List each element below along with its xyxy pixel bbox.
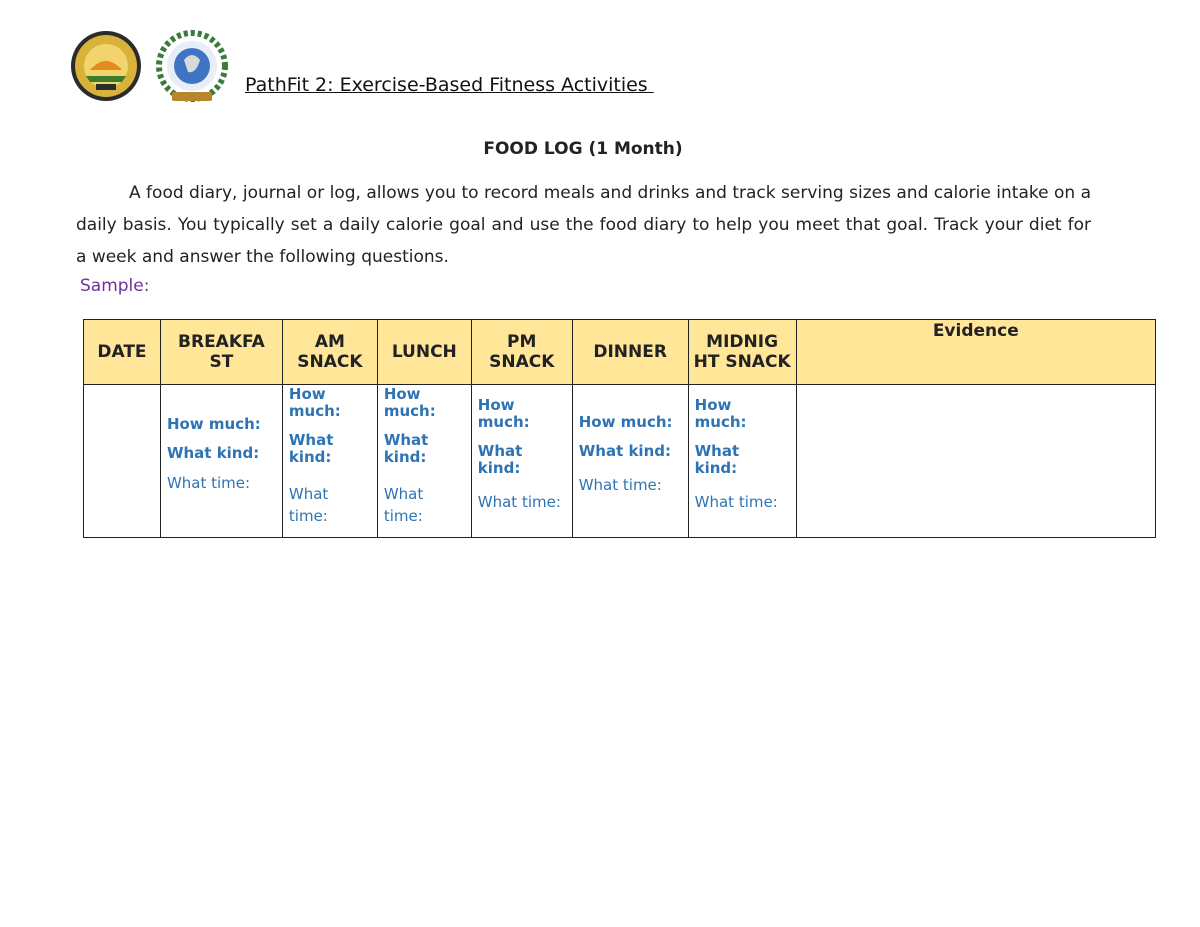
food-log-table <box>83 319 1156 538</box>
prompt-what-time: What time: <box>578 476 662 494</box>
prompt-what-kind: What kind: <box>288 431 334 466</box>
header-midnight-snack: MIDNIG HT SNACK <box>688 320 796 385</box>
cell-evidence[interactable] <box>796 385 1155 538</box>
cell-dinner[interactable] <box>572 385 688 538</box>
cell-breakfast[interactable] <box>160 385 282 538</box>
prompt-how-much: How much: <box>694 396 747 431</box>
header-evidence: Evidence <box>796 320 1155 385</box>
prompt-what-kind: What kind: <box>477 442 523 477</box>
prompt-what-time: What time: <box>288 485 329 525</box>
prompt-how-much: How much: <box>477 396 530 431</box>
sample-label: Sample: <box>80 276 150 296</box>
college-seal-logo <box>154 30 230 106</box>
prompt-how-much: How much: <box>166 415 261 433</box>
header-am-snack: AM SNACK <box>282 320 377 385</box>
header-breakfast: BREAKFA ST <box>160 320 282 385</box>
cell-am-snack[interactable] <box>282 385 377 538</box>
header-pm-snack: PM SNACK <box>471 320 572 385</box>
table-header-row <box>84 320 1156 385</box>
cell-pm-snack[interactable] <box>471 385 572 538</box>
header-dinner: DINNER <box>572 320 688 385</box>
prompt-what-kind: What kind: <box>383 431 429 466</box>
cell-lunch[interactable] <box>377 385 471 538</box>
prompt-how-much: How much: <box>383 385 436 420</box>
course-title: PathFit 2: Exercise-Based Fitness Activities <box>245 74 654 96</box>
prompt-how-much: How much: <box>578 413 673 431</box>
prompt-what-kind: What kind: <box>694 442 740 477</box>
prompt-what-kind: What kind: <box>578 442 671 460</box>
prompt-how-much: How much: <box>288 385 341 420</box>
prompt-what-kind: What kind: <box>166 444 260 462</box>
table-row <box>84 385 1156 538</box>
cell-midnight-snack[interactable] <box>688 385 796 538</box>
prompt-what-time: What time: <box>477 493 561 511</box>
university-seal-logo <box>70 30 142 102</box>
header-date: DATE <box>84 320 161 385</box>
cell-date[interactable] <box>84 385 161 538</box>
prompt-what-time: What time: <box>694 493 778 511</box>
header-lunch: LUNCH <box>377 320 471 385</box>
intro-paragraph: A food diary, journal or log, allows you to record meals and drinks and track serving sizes and calorie intake on a daily basis. You typically set a daily calorie goal and use the food diary to help you meet that goal. Track your diet for a week and answer the following questions. <box>76 183 1091 267</box>
prompt-what-time: What time: <box>383 485 424 525</box>
document-title: FOOD LOG (1 Month) <box>483 139 683 159</box>
prompt-what-time: What time: <box>166 474 251 492</box>
